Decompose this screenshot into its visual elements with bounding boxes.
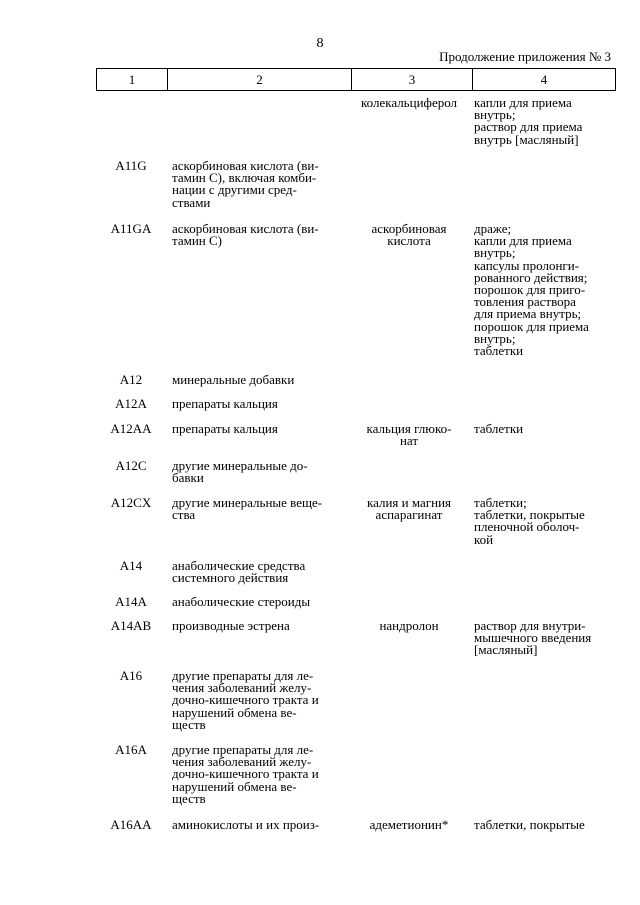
code-cell: A11GA — [110, 221, 152, 236]
forms-cell — [474, 223, 616, 357]
forms-cell — [474, 620, 616, 657]
forms-cell-line: капсулы пролонги- — [474, 257, 580, 273]
forms-cell-line: рованного действия; — [474, 269, 588, 285]
forms-cell-line: товления раствора — [474, 294, 576, 310]
forms-cell — [474, 497, 616, 546]
group-cell-line: бавки — [172, 470, 204, 486]
substance-cell — [349, 223, 469, 247]
group-cell-line: ществ — [172, 790, 206, 806]
substance-cell-line: адеметионин* — [369, 817, 449, 832]
group-cell-line: другие минеральные до- — [172, 458, 308, 473]
substance-cell — [349, 423, 469, 447]
group-cell — [172, 423, 352, 435]
header-cell-1: 1 — [128, 72, 136, 87]
substance-cell — [349, 819, 469, 831]
group-cell-line: дочно-кишечного тракта и — [172, 766, 319, 782]
group-cell — [172, 223, 352, 247]
forms-cell-line: порошок для приема — [474, 318, 589, 334]
substance-cell — [349, 97, 469, 109]
forms-cell-line: таблетки, покрытые — [474, 817, 585, 832]
group-cell-line: аскорбиновая кислота (ви- — [172, 158, 319, 173]
substance-cell — [349, 497, 469, 521]
group-cell-line: препараты кальция — [172, 396, 278, 411]
header-cell-4: 4 — [472, 69, 615, 90]
group-cell — [172, 497, 352, 521]
forms-cell-line: таблетки — [474, 343, 524, 359]
substance-cell-line: колекальциферол — [360, 95, 458, 110]
forms-cell-line: драже; — [474, 221, 512, 236]
code-cell: A11G — [115, 158, 147, 173]
group-cell — [172, 560, 352, 584]
group-cell-line: нарушений обмена ве- — [172, 704, 297, 720]
substance-cell — [349, 620, 469, 632]
group-cell-line: ствами — [172, 194, 211, 210]
forms-cell — [474, 423, 616, 435]
group-cell-line: другие препараты для ле- — [172, 742, 314, 757]
forms-cell-line: раствор для приема — [474, 119, 583, 135]
forms-cell-line: кой — [474, 531, 494, 547]
forms-cell-line: внутрь [масляный] — [474, 131, 579, 147]
code-cell: A16AA — [110, 817, 152, 832]
page-number: 8 — [316, 36, 324, 51]
forms-cell-line: таблетки — [474, 421, 524, 436]
group-cell — [172, 596, 352, 608]
forms-cell-line: [масляный] — [474, 642, 538, 658]
group-cell-line: чения заболеваний желу- — [172, 754, 312, 770]
group-cell — [172, 374, 352, 386]
group-cell-line: чения заболеваний желу- — [172, 680, 312, 696]
group-cell-line: анаболические стероиды — [172, 594, 311, 609]
group-cell — [172, 819, 352, 831]
forms-cell-line: внутрь; — [474, 245, 516, 261]
group-cell-line: минеральные добавки — [172, 372, 295, 387]
code-cell: A12A — [115, 396, 147, 411]
forms-cell-line: капли для приема — [474, 233, 572, 249]
header-cell-2: 2 — [167, 69, 351, 90]
group-cell-line: производные эстрена — [172, 618, 290, 633]
group-cell — [172, 160, 352, 209]
code-cell: A12AA — [110, 421, 152, 436]
group-cell — [172, 460, 352, 484]
group-cell — [172, 670, 352, 731]
forms-cell-line: таблетки, покрытые — [474, 507, 585, 523]
group-cell-line: аскорбиновая кислота (ви- — [172, 221, 319, 236]
code-cell: A12C — [115, 458, 147, 473]
group-cell-line: препараты кальция — [172, 421, 278, 436]
substance-cell-line: аскорбиновая — [371, 221, 447, 236]
group-cell-line: анаболические средства — [172, 558, 306, 573]
code-cell: A12 — [119, 372, 143, 387]
group-cell — [172, 744, 352, 805]
code-cell: A12CX — [110, 495, 152, 510]
forms-cell-line: внутрь; — [474, 330, 516, 346]
group-cell — [172, 620, 352, 632]
code-cell: A14 — [119, 558, 143, 573]
group-cell-line: дочно-кишечного тракта и — [172, 692, 319, 708]
group-cell-line: аминокислоты и их произ- — [172, 817, 320, 832]
forms-cell-line: таблетки; — [474, 495, 527, 510]
forms-cell-line: раствор для внутри- — [474, 618, 586, 633]
group-cell-line: ществ — [172, 716, 206, 732]
forms-cell-line: пленочной оболоч- — [474, 519, 580, 535]
substance-cell-line: нандролон — [379, 618, 439, 633]
group-cell-line: тамин С) — [172, 233, 223, 249]
substance-cell-line: аспарагинат — [375, 507, 443, 523]
header-cell-3: 3 — [351, 69, 472, 90]
substance-cell-line: нат — [399, 433, 419, 449]
code-cell: A14A — [115, 594, 147, 609]
forms-cell-line: порошок для приго- — [474, 282, 586, 298]
substance-cell-line: кислота — [387, 233, 431, 249]
forms-cell-line: для приема внутрь; — [474, 306, 582, 322]
group-cell — [172, 398, 352, 410]
group-cell-line: тамин С), включая комби- — [172, 170, 317, 186]
forms-cell — [474, 819, 616, 831]
substance-cell-line: кальция глюко- — [366, 421, 452, 436]
group-cell-line: другие препараты для ле- — [172, 668, 314, 683]
forms-cell-line: капли для приема — [474, 95, 572, 110]
forms-cell — [474, 97, 616, 146]
group-cell-line: системного действия — [172, 570, 289, 586]
continuation-caption: Продолжение приложения № 3 — [439, 49, 611, 64]
forms-cell-line: внутрь; — [474, 107, 516, 123]
code-cell: A14AB — [110, 618, 152, 633]
forms-cell-line: мышечного введения — [474, 630, 592, 646]
group-cell-line: нарушений обмена ве- — [172, 778, 297, 794]
group-cell-line: ства — [172, 507, 196, 523]
code-cell: A16 — [119, 668, 143, 683]
table-header — [96, 68, 616, 91]
group-cell-line: нации с другими сред- — [172, 182, 297, 198]
group-cell-line: другие минеральные веще- — [172, 495, 323, 510]
code-cell: A16A — [115, 742, 147, 757]
substance-cell-line: калия и магния — [366, 495, 452, 510]
